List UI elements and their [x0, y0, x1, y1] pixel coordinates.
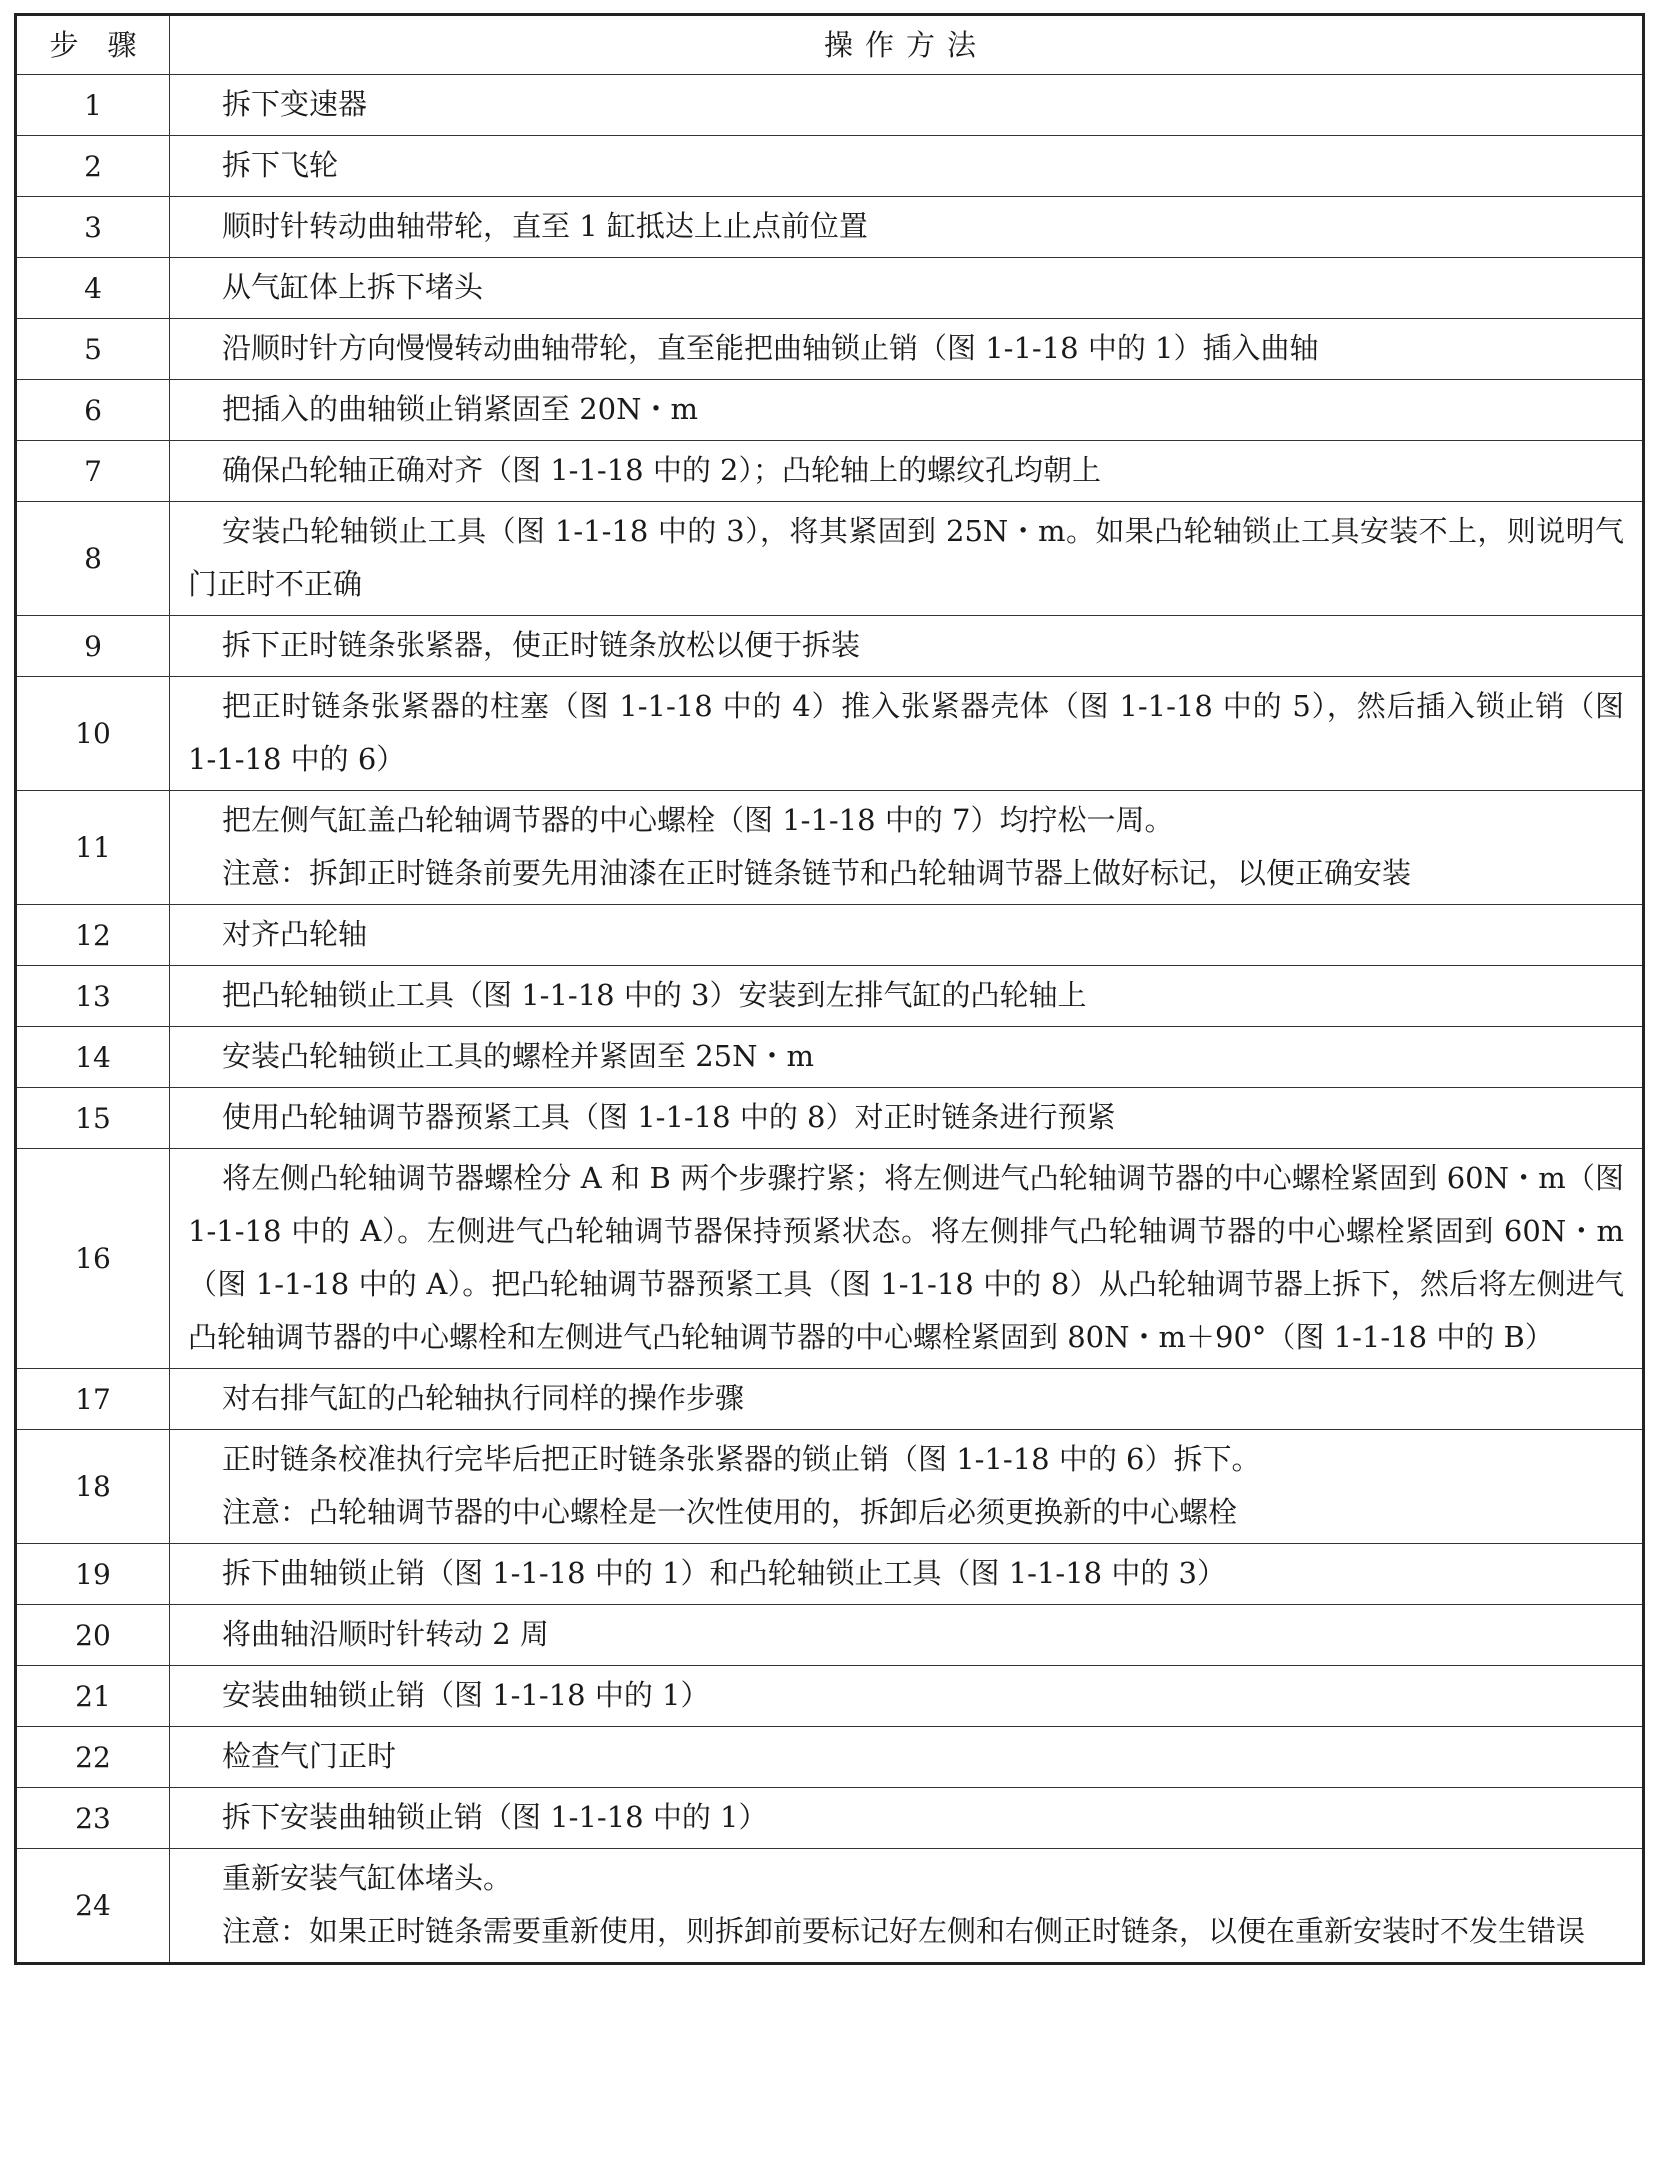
step-method — [170, 1369, 1644, 1430]
step-number: 21 — [16, 1666, 170, 1727]
table-row — [16, 1788, 1644, 1849]
table-row — [16, 905, 1644, 966]
step-number: 18 — [16, 1430, 170, 1544]
step-number: 3 — [16, 197, 170, 258]
step-method — [170, 1430, 1644, 1544]
method-text: 使用凸轮轴调节器预紧工具（图 1-1-18 中的 8）对正时链条进行预紧 — [222, 1100, 1116, 1134]
step-number: 11 — [16, 791, 170, 905]
step-number: 8 — [16, 502, 170, 616]
table-row — [16, 136, 1644, 197]
table-row — [16, 1430, 1644, 1544]
method-text: 注意：拆卸正时链条前要先用油漆在正时链条链节和凸轮轴调节器上做好标记，以便正确安装 — [222, 856, 1412, 890]
step-method — [170, 197, 1644, 258]
step-method — [170, 441, 1644, 502]
table-row — [16, 319, 1644, 380]
table-row — [16, 791, 1644, 905]
step-method — [170, 1727, 1644, 1788]
step-number: 6 — [16, 380, 170, 441]
table-row — [16, 380, 1644, 441]
table-row — [16, 616, 1644, 677]
method-text: 对齐凸轮轴 — [222, 917, 368, 951]
method-text: 正时链条校准执行完毕后把正时链条张紧器的锁止销（图 1-1-18 中的 6）拆下。 — [222, 1442, 1261, 1476]
header-step: 步 骤 — [16, 15, 170, 75]
method-text: 把插入的曲轴锁止销紧固至 20N・m — [222, 392, 698, 426]
step-method — [170, 502, 1644, 616]
table-row — [16, 1027, 1644, 1088]
step-method — [170, 1149, 1644, 1369]
step-number: 4 — [16, 258, 170, 319]
method-text: 检查气门正时 — [222, 1739, 397, 1773]
method-text: 拆下飞轮 — [222, 148, 339, 182]
step-number: 9 — [16, 616, 170, 677]
step-method — [170, 966, 1644, 1027]
step-method — [170, 1788, 1644, 1849]
step-method — [170, 905, 1644, 966]
step-number: 16 — [16, 1149, 170, 1369]
step-number: 23 — [16, 1788, 170, 1849]
table-header-row — [16, 15, 1644, 75]
step-number: 13 — [16, 966, 170, 1027]
table-row — [16, 1369, 1644, 1430]
method-text: 拆下曲轴锁止销（图 1-1-18 中的 1）和凸轮轴锁止工具（图 1-1-18 中的 3） — [222, 1556, 1227, 1590]
table-row — [16, 966, 1644, 1027]
method-text: 安装凸轮轴锁止工具（图 1-1-18 中的 3），将其紧固到 25N・m。如果凸轮轴锁止工具安装不上，则说明气门正时不正确 — [188, 514, 1624, 601]
table-row — [16, 441, 1644, 502]
table-row — [16, 258, 1644, 319]
step-method — [170, 616, 1644, 677]
step-number: 14 — [16, 1027, 170, 1088]
step-number: 7 — [16, 441, 170, 502]
method-text: 拆下变速器 — [222, 87, 368, 121]
table-row — [16, 1149, 1644, 1369]
method-text: 从气缸体上拆下堵头 — [222, 270, 484, 304]
step-method — [170, 1027, 1644, 1088]
table-row — [16, 1666, 1644, 1727]
step-method — [170, 1605, 1644, 1666]
table-row — [16, 1544, 1644, 1605]
step-method — [170, 1849, 1644, 1964]
method-text: 注意：如果正时链条需要重新使用，则拆卸前要标记好左侧和右侧正时链条，以便在重新安装时不发生错误 — [222, 1914, 1586, 1948]
method-text: 沿顺时针方向慢慢转动曲轴带轮，直至能把曲轴锁止销（图 1-1-18 中的 1）插入曲轴 — [222, 331, 1319, 365]
table-row — [16, 677, 1644, 791]
table-row — [16, 197, 1644, 258]
method-text: 将曲轴沿顺时针转动 2 周 — [222, 1617, 549, 1651]
method-text: 注意：凸轮轴调节器的中心螺栓是一次性使用的，拆卸后必须更换新的中心螺栓 — [222, 1495, 1238, 1529]
step-number: 5 — [16, 319, 170, 380]
table-row — [16, 1849, 1644, 1964]
step-number: 22 — [16, 1727, 170, 1788]
step-method — [170, 1666, 1644, 1727]
method-text: 把正时链条张紧器的柱塞（图 1-1-18 中的 4）推入张紧器壳体（图 1-1-18 中的 5），然后插入锁止销（图 1-1-18 中的 6） — [188, 689, 1624, 776]
method-text: 确保凸轮轴正确对齐（图 1-1-18 中的 2）；凸轮轴上的螺纹孔均朝上 — [222, 453, 1102, 487]
step-method — [170, 136, 1644, 197]
method-text: 拆下正时链条张紧器，使正时链条放松以便于拆装 — [222, 628, 861, 662]
procedure-table-container — [14, 13, 1642, 1965]
method-text: 安装曲轴锁止销（图 1-1-18 中的 1） — [222, 1678, 710, 1712]
method-text: 将左侧凸轮轴调节器螺栓分 A 和 B 两个步骤拧紧；将左侧进气凸轮轴调节器的中心螺栓紧固到 60N・m（图 1-1-18 中的 A）。左侧进气凸轮轴调节器保持预紧状态。将左侧排气凸轮轴调节器的中心螺栓紧固到 60N・m（图 1-1-18 中的 A）。把凸轮轴调节器预紧工具（图 1-1-18 中的 8）从凸轮轴调节器上拆下，然后将左侧进气凸轮轴调节器的中心螺栓和左侧进气凸轮轴调节器的中心螺栓紧固到 80N・m＋90°（图 1-1-18 中的 B） — [188, 1161, 1624, 1354]
method-text: 顺时针转动曲轴带轮，直至 1 缸抵达上止点前位置 — [222, 209, 868, 243]
step-number: 12 — [16, 905, 170, 966]
step-method — [170, 258, 1644, 319]
table-row — [16, 502, 1644, 616]
method-text: 对右排气缸的凸轮轴执行同样的操作步骤 — [222, 1381, 745, 1415]
step-method — [170, 380, 1644, 441]
step-method — [170, 75, 1644, 136]
table-row — [16, 1727, 1644, 1788]
method-text: 重新安装气缸体堵头。 — [222, 1861, 513, 1895]
step-method — [170, 319, 1644, 380]
step-method — [170, 791, 1644, 905]
step-method — [170, 1544, 1644, 1605]
step-number: 2 — [16, 136, 170, 197]
method-text: 安装凸轮轴锁止工具的螺栓并紧固至 25N・m — [222, 1039, 814, 1073]
method-text: 把左侧气缸盖凸轮轴调节器的中心螺栓（图 1-1-18 中的 7）均拧松一周。 — [222, 803, 1174, 837]
step-number: 15 — [16, 1088, 170, 1149]
step-number: 20 — [16, 1605, 170, 1666]
table-body — [16, 75, 1644, 1964]
table-row — [16, 75, 1644, 136]
step-number: 10 — [16, 677, 170, 791]
method-text: 把凸轮轴锁止工具（图 1-1-18 中的 3）安装到左排气缸的凸轮轴上 — [222, 978, 1087, 1012]
step-number: 19 — [16, 1544, 170, 1605]
step-number: 17 — [16, 1369, 170, 1430]
header-method: 操作方法 — [170, 15, 1644, 75]
step-number: 1 — [16, 75, 170, 136]
step-method — [170, 677, 1644, 791]
step-method — [170, 1088, 1644, 1149]
step-number: 24 — [16, 1849, 170, 1964]
method-text: 拆下安装曲轴锁止销（图 1-1-18 中的 1） — [222, 1800, 768, 1834]
table-row — [16, 1605, 1644, 1666]
table-row — [16, 1088, 1644, 1149]
procedure-table — [14, 13, 1645, 1965]
